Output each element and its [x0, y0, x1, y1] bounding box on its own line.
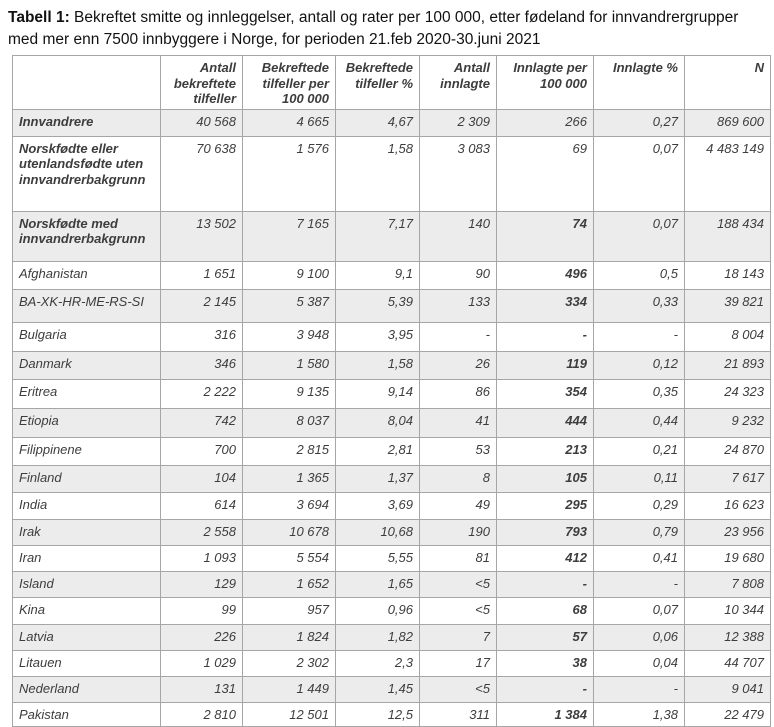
table-row — [13, 597, 771, 624]
cell-n: 39 821 — [685, 289, 771, 322]
cell-antall-bekreftete-tilfeller: 1 093 — [161, 545, 243, 571]
cell-antall-bekreftete-tilfeller: 13 502 — [161, 211, 243, 261]
cell-antall-bekreftete-tilfeller: 742 — [161, 408, 243, 437]
header-cell-bekreftede-tilfeller-per-100000: Bekreftede tilfeller per 100 000 — [243, 56, 336, 110]
cell-bekreftede-tilfeller-per-100000: 5 554 — [243, 545, 336, 571]
table-row — [13, 408, 771, 437]
cell-bekreftede-tilfeller-per-100000: 1 576 — [243, 136, 336, 211]
row-label: Pakistan — [13, 702, 161, 726]
cell-bekreftede-tilfeller-per-100000: 1 824 — [243, 624, 336, 650]
table-row — [13, 322, 771, 351]
cell-n: 9 232 — [685, 408, 771, 437]
cell-bekreftede-tilfeller-per-100000: 8 037 — [243, 408, 336, 437]
header-cell-innlagte-prosent: Innlagte % — [594, 56, 685, 110]
cell-antall-bekreftete-tilfeller: 1 029 — [161, 650, 243, 676]
cell-innlagte-per-100000: - — [497, 322, 594, 351]
cell-antall-innlagte: 140 — [420, 211, 497, 261]
cell-innlagte-per-100000: 444 — [497, 408, 594, 437]
table-row — [13, 136, 771, 211]
table-row — [13, 109, 771, 136]
cell-antall-innlagte: - — [420, 322, 497, 351]
cell-n: 22 479 — [685, 702, 771, 726]
cell-antall-innlagte: 311 — [420, 702, 497, 726]
cell-bekreftede-tilfeller-per-100000: 3 948 — [243, 322, 336, 351]
cell-antall-innlagte: 26 — [420, 351, 497, 379]
header-row — [13, 56, 771, 110]
cell-n: 8 004 — [685, 322, 771, 351]
cell-innlagte-per-100000: 213 — [497, 437, 594, 465]
cell-bekreftede-tilfeller-per-100000: 9 135 — [243, 379, 336, 408]
cell-bekreftede-tilfeller-prosent: 10,68 — [336, 519, 420, 545]
cell-innlagte-per-100000: 793 — [497, 519, 594, 545]
table-row — [13, 702, 771, 726]
row-label: Irak — [13, 519, 161, 545]
cell-bekreftede-tilfeller-per-100000: 10 678 — [243, 519, 336, 545]
cell-n: 188 434 — [685, 211, 771, 261]
cell-innlagte-prosent: 0,07 — [594, 597, 685, 624]
table-row — [13, 289, 771, 322]
cell-n: 21 893 — [685, 351, 771, 379]
table-row — [13, 261, 771, 289]
cell-bekreftede-tilfeller-prosent: 2,3 — [336, 650, 420, 676]
cell-innlagte-prosent: - — [594, 571, 685, 597]
table-row — [13, 351, 771, 379]
table-row — [13, 571, 771, 597]
cell-n: 19 680 — [685, 545, 771, 571]
cell-bekreftede-tilfeller-per-100000: 2 302 — [243, 650, 336, 676]
cell-innlagte-prosent: 0,33 — [594, 289, 685, 322]
cell-antall-innlagte: 2 309 — [420, 109, 497, 136]
cell-bekreftede-tilfeller-prosent: 4,67 — [336, 109, 420, 136]
cell-antall-bekreftete-tilfeller: 614 — [161, 492, 243, 519]
cell-bekreftede-tilfeller-prosent: 2,81 — [336, 437, 420, 465]
cell-antall-innlagte: 49 — [420, 492, 497, 519]
row-label: Norskfødte med innvandrerbakgrunn — [13, 211, 161, 261]
cell-bekreftede-tilfeller-per-100000: 5 387 — [243, 289, 336, 322]
cell-antall-bekreftete-tilfeller: 131 — [161, 676, 243, 702]
cell-antall-innlagte: 86 — [420, 379, 497, 408]
cell-innlagte-prosent: - — [594, 322, 685, 351]
cell-innlagte-per-100000: 68 — [497, 597, 594, 624]
row-label: Litauen — [13, 650, 161, 676]
cell-innlagte-per-100000: 354 — [497, 379, 594, 408]
cell-n: 4 483 149 — [685, 136, 771, 211]
cell-innlagte-per-100000: 119 — [497, 351, 594, 379]
header-cell-group — [13, 56, 161, 110]
cell-innlagte-prosent: 0,5 — [594, 261, 685, 289]
row-label: Danmark — [13, 351, 161, 379]
row-label: Innvandrere — [13, 109, 161, 136]
cell-antall-bekreftete-tilfeller: 226 — [161, 624, 243, 650]
cell-n: 16 623 — [685, 492, 771, 519]
cell-innlagte-prosent: 0,04 — [594, 650, 685, 676]
cell-antall-innlagte: 41 — [420, 408, 497, 437]
header-cell-bekreftede-tilfeller-prosent: Bekreftede tilfeller % — [336, 56, 420, 110]
cell-antall-innlagte: 90 — [420, 261, 497, 289]
cell-bekreftede-tilfeller-prosent: 9,1 — [336, 261, 420, 289]
row-label: Afghanistan — [13, 261, 161, 289]
cell-bekreftede-tilfeller-prosent: 1,45 — [336, 676, 420, 702]
cell-antall-bekreftete-tilfeller: 346 — [161, 351, 243, 379]
cell-innlagte-prosent: 0,06 — [594, 624, 685, 650]
cell-antall-bekreftete-tilfeller: 2 810 — [161, 702, 243, 726]
cell-bekreftede-tilfeller-prosent: 3,95 — [336, 322, 420, 351]
cell-n: 23 956 — [685, 519, 771, 545]
cell-innlagte-prosent: 0,29 — [594, 492, 685, 519]
cell-antall-innlagte: 53 — [420, 437, 497, 465]
cell-bekreftede-tilfeller-prosent: 1,65 — [336, 571, 420, 597]
table-row — [13, 676, 771, 702]
cell-bekreftede-tilfeller-per-100000: 957 — [243, 597, 336, 624]
cell-bekreftede-tilfeller-per-100000: 9 100 — [243, 261, 336, 289]
cell-innlagte-per-100000: 496 — [497, 261, 594, 289]
cell-n: 44 707 — [685, 650, 771, 676]
cell-bekreftede-tilfeller-prosent: 8,04 — [336, 408, 420, 437]
table-row — [13, 545, 771, 571]
table-caption-text: Bekreftet smitte og innleggelser, antall og rater per 100 000, etter fødeland for innvandrergrupper med mer enn 7500 innbyggere i Norge, for perioden 21.feb 2020-30.juni 2021 — [8, 9, 739, 48]
table-row — [13, 492, 771, 519]
cell-bekreftede-tilfeller-prosent: 5,39 — [336, 289, 420, 322]
row-label: BA-XK-HR-ME-RS-SI — [13, 289, 161, 322]
cell-antall-innlagte: 3 083 — [420, 136, 497, 211]
cell-bekreftede-tilfeller-prosent: 1,58 — [336, 136, 420, 211]
cell-bekreftede-tilfeller-per-100000: 1 365 — [243, 465, 336, 492]
cell-antall-innlagte: <5 — [420, 597, 497, 624]
cell-bekreftede-tilfeller-per-100000: 1 652 — [243, 571, 336, 597]
cell-bekreftede-tilfeller-prosent: 1,58 — [336, 351, 420, 379]
cell-bekreftede-tilfeller-per-100000: 1 449 — [243, 676, 336, 702]
row-label: India — [13, 492, 161, 519]
cell-bekreftede-tilfeller-per-100000: 12 501 — [243, 702, 336, 726]
table-row — [13, 624, 771, 650]
cell-bekreftede-tilfeller-per-100000: 3 694 — [243, 492, 336, 519]
cell-innlagte-prosent: 1,38 — [594, 702, 685, 726]
table-row — [13, 519, 771, 545]
cell-bekreftede-tilfeller-per-100000: 7 165 — [243, 211, 336, 261]
row-label: Nederland — [13, 676, 161, 702]
cell-n: 12 388 — [685, 624, 771, 650]
cell-innlagte-per-100000: 295 — [497, 492, 594, 519]
cell-bekreftede-tilfeller-prosent: 1,82 — [336, 624, 420, 650]
cell-antall-bekreftete-tilfeller: 700 — [161, 437, 243, 465]
cell-antall-bekreftete-tilfeller: 70 638 — [161, 136, 243, 211]
cell-bekreftede-tilfeller-prosent: 0,96 — [336, 597, 420, 624]
cell-antall-innlagte: 190 — [420, 519, 497, 545]
row-label: Kina — [13, 597, 161, 624]
cell-innlagte-per-100000: 74 — [497, 211, 594, 261]
header-cell-n: N — [685, 56, 771, 110]
cell-bekreftede-tilfeller-prosent: 12,5 — [336, 702, 420, 726]
cell-innlagte-prosent: 0,27 — [594, 109, 685, 136]
cell-bekreftede-tilfeller-prosent: 1,37 — [336, 465, 420, 492]
table-caption-label: Tabell 1: — [8, 9, 70, 26]
cell-antall-bekreftete-tilfeller: 316 — [161, 322, 243, 351]
cell-n: 24 323 — [685, 379, 771, 408]
cell-antall-innlagte: <5 — [420, 676, 497, 702]
cell-antall-innlagte: 81 — [420, 545, 497, 571]
cell-innlagte-per-100000: - — [497, 676, 594, 702]
row-label: Latvia — [13, 624, 161, 650]
cell-antall-innlagte: 17 — [420, 650, 497, 676]
table-row — [13, 437, 771, 465]
cell-innlagte-prosent: 0,41 — [594, 545, 685, 571]
cell-bekreftede-tilfeller-per-100000: 1 580 — [243, 351, 336, 379]
cell-antall-bekreftete-tilfeller: 1 651 — [161, 261, 243, 289]
header-cell-antall-bekreftete-tilfeller: Antall bekreftete tilfeller — [161, 56, 243, 110]
cell-antall-innlagte: 7 — [420, 624, 497, 650]
table-caption — [8, 7, 768, 51]
cell-n: 9 041 — [685, 676, 771, 702]
row-label: Iran — [13, 545, 161, 571]
row-label: Eritrea — [13, 379, 161, 408]
cell-innlagte-per-100000: 105 — [497, 465, 594, 492]
cell-n: 7 617 — [685, 465, 771, 492]
cell-innlagte-prosent: 0,79 — [594, 519, 685, 545]
cell-innlagte-per-100000: 266 — [497, 109, 594, 136]
table-row — [13, 379, 771, 408]
row-label: Norskfødte eller utenlandsfødte uten innvandrerbakgrunn — [13, 136, 161, 211]
cell-innlagte-per-100000: 57 — [497, 624, 594, 650]
cell-antall-bekreftete-tilfeller: 2 145 — [161, 289, 243, 322]
cell-innlagte-per-100000: 38 — [497, 650, 594, 676]
cell-n: 24 870 — [685, 437, 771, 465]
cell-innlagte-prosent: - — [594, 676, 685, 702]
data-table — [12, 55, 771, 727]
cell-innlagte-prosent: 0,21 — [594, 437, 685, 465]
cell-bekreftede-tilfeller-prosent: 9,14 — [336, 379, 420, 408]
cell-antall-innlagte: 133 — [420, 289, 497, 322]
cell-n: 18 143 — [685, 261, 771, 289]
cell-bekreftede-tilfeller-per-100000: 4 665 — [243, 109, 336, 136]
cell-antall-bekreftete-tilfeller: 40 568 — [161, 109, 243, 136]
table-row — [13, 650, 771, 676]
cell-innlagte-per-100000: 334 — [497, 289, 594, 322]
cell-innlagte-prosent: 0,12 — [594, 351, 685, 379]
cell-bekreftede-tilfeller-per-100000: 2 815 — [243, 437, 336, 465]
row-label: Etiopia — [13, 408, 161, 437]
row-label: Island — [13, 571, 161, 597]
cell-innlagte-prosent: 0,07 — [594, 136, 685, 211]
row-label: Finland — [13, 465, 161, 492]
cell-innlagte-prosent: 0,35 — [594, 379, 685, 408]
cell-innlagte-prosent: 0,44 — [594, 408, 685, 437]
table-row — [13, 211, 771, 261]
cell-innlagte-prosent: 0,07 — [594, 211, 685, 261]
cell-bekreftede-tilfeller-prosent: 3,69 — [336, 492, 420, 519]
cell-innlagte-prosent: 0,11 — [594, 465, 685, 492]
table-row — [13, 465, 771, 492]
cell-antall-bekreftete-tilfeller: 99 — [161, 597, 243, 624]
row-label: Bulgaria — [13, 322, 161, 351]
cell-innlagte-per-100000: 412 — [497, 545, 594, 571]
cell-antall-innlagte: <5 — [420, 571, 497, 597]
cell-innlagte-per-100000: 1 384 — [497, 702, 594, 726]
cell-antall-bekreftete-tilfeller: 129 — [161, 571, 243, 597]
cell-bekreftede-tilfeller-prosent: 5,55 — [336, 545, 420, 571]
cell-antall-bekreftete-tilfeller: 2 222 — [161, 379, 243, 408]
cell-n: 7 808 — [685, 571, 771, 597]
row-label: Filippinene — [13, 437, 161, 465]
cell-antall-bekreftete-tilfeller: 104 — [161, 465, 243, 492]
cell-innlagte-per-100000: 69 — [497, 136, 594, 211]
cell-antall-bekreftete-tilfeller: 2 558 — [161, 519, 243, 545]
header-cell-innlagte-per-100000: Innlagte per 100 000 — [497, 56, 594, 110]
cell-innlagte-per-100000: - — [497, 571, 594, 597]
cell-antall-innlagte: 8 — [420, 465, 497, 492]
cell-n: 10 344 — [685, 597, 771, 624]
header-cell-antall-innlagte: Antall innlagte — [420, 56, 497, 110]
cell-n: 869 600 — [685, 109, 771, 136]
cell-bekreftede-tilfeller-prosent: 7,17 — [336, 211, 420, 261]
